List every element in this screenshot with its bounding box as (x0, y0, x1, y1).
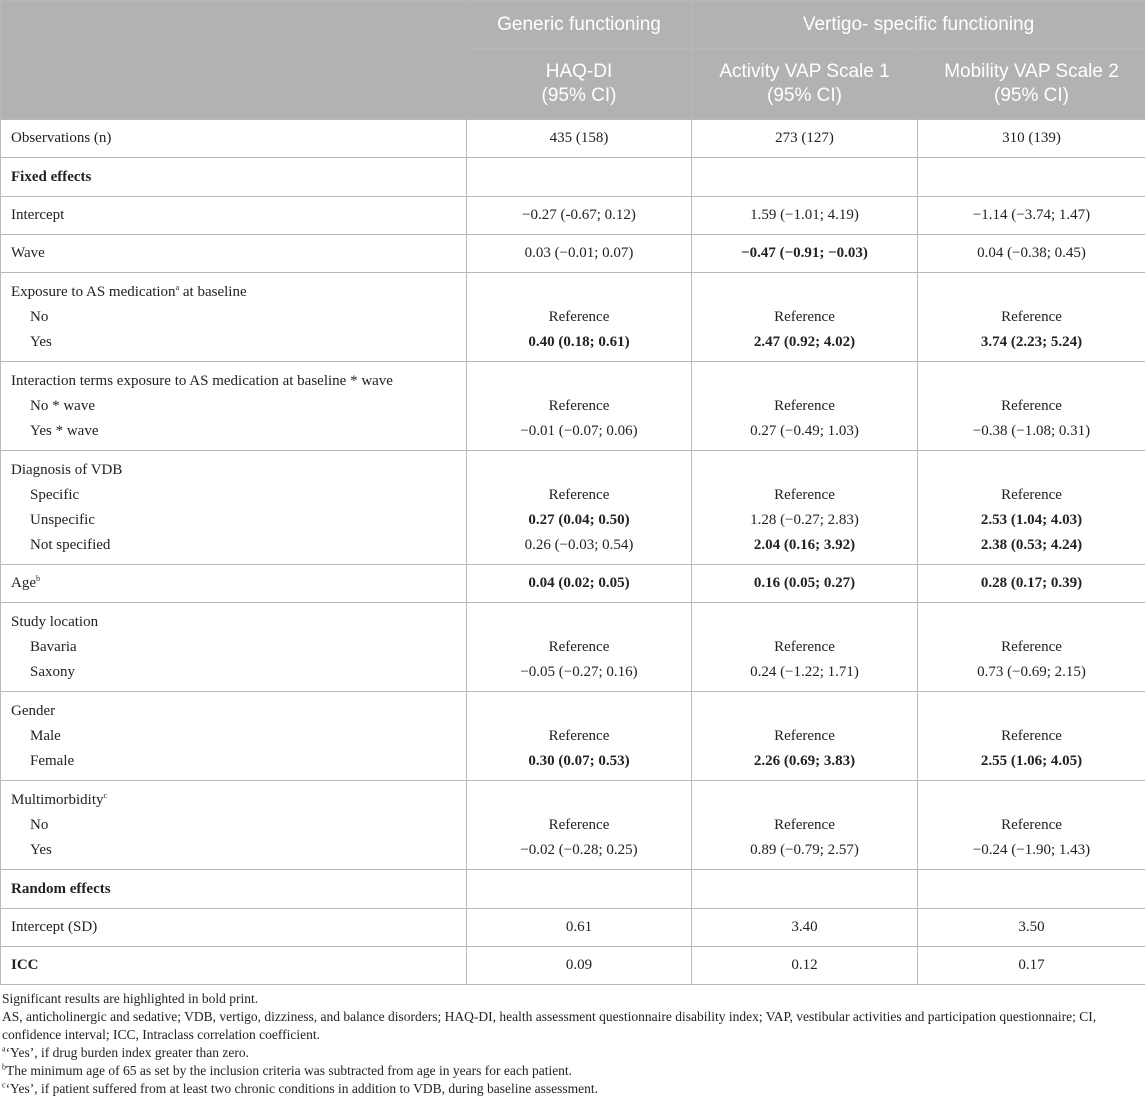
group-label-suffix: at baseline (179, 283, 247, 300)
value-cell (918, 273, 1145, 362)
group-label-text: Study location (11, 613, 99, 630)
sub-row-value: 2.38 (0.53; 4.24) (980, 536, 1083, 553)
sub-row-value: Reference (1001, 308, 1062, 325)
value-text: 273 (127) (775, 130, 834, 146)
value-cell (692, 235, 918, 273)
sub-row-value: 0.27 (0.04; 0.50) (528, 511, 630, 528)
group-label-text: Gender (11, 702, 56, 719)
value-cell (467, 692, 692, 781)
value-cell (918, 909, 1145, 947)
column-ci: (95% CI) (994, 85, 1069, 106)
sub-row-value: −0.02 (−0.28; 0.25) (520, 841, 638, 858)
table-row (1, 692, 1145, 781)
table-row (1, 120, 1145, 158)
sub-row-value: 2.47 (0.92; 4.02) (753, 333, 856, 350)
row-label-cell (1, 781, 467, 870)
table-row (1, 197, 1145, 235)
spacer-line (928, 788, 1135, 813)
row-label-cell (1, 565, 467, 603)
footnote-marker: b (36, 574, 40, 583)
value-cell (692, 603, 918, 692)
sub-row-value: −0.01 (−0.07; 0.06) (520, 422, 638, 439)
row-label-cell (1, 273, 467, 362)
section-label: Fixed effects (11, 168, 92, 185)
row-label-cell (1, 870, 467, 909)
table-row (1, 947, 1145, 985)
value-text: 0.09 (565, 957, 593, 973)
value-cell (918, 692, 1145, 781)
header-group-vertigo: Vertigo- specific functioning (692, 1, 1145, 49)
value-cell (467, 120, 692, 158)
value-text: 435 (158) (549, 130, 609, 146)
group-label (11, 369, 456, 394)
value-cell (467, 235, 692, 273)
sub-row-value: 3.74 (2.23; 5.24) (980, 333, 1083, 350)
footnote-marker: a (175, 282, 180, 292)
value-cell (467, 781, 692, 870)
value-cell (692, 565, 918, 603)
row-label-cell (1, 197, 467, 235)
table-row (1, 565, 1145, 603)
sub-row-value: Reference (1001, 727, 1062, 744)
footnote (2, 1008, 1143, 1044)
sub-row-label: Female (30, 752, 75, 769)
sub-row-label: Not specified (30, 536, 111, 553)
spacer-line (928, 458, 1135, 483)
value-text: 0.12 (791, 957, 818, 973)
value-cell (467, 362, 692, 451)
value-cell (918, 197, 1145, 235)
spacer-line (928, 610, 1135, 635)
spacer-line (702, 280, 907, 305)
footnote-marker: b (2, 1062, 6, 1072)
footnote-marker: a (2, 1044, 6, 1054)
value-text: 310 (139) (1002, 130, 1061, 146)
sub-row-label: Saxony (30, 663, 75, 680)
value-cell (692, 451, 918, 565)
empty-cell (467, 870, 692, 909)
row-label: ICC (11, 957, 39, 973)
footnote (2, 1080, 1143, 1098)
column-header-activity-vap (692, 49, 918, 120)
empty-cell (918, 158, 1145, 197)
spacer-line (928, 699, 1135, 724)
empty-cell (467, 158, 692, 197)
row-label-cell (1, 692, 467, 781)
table-footnotes (0, 985, 1145, 1098)
row-label: Intercept (11, 207, 65, 223)
table-row (1, 451, 1145, 565)
spacer-line (477, 699, 681, 724)
value-text: 0.28 (0.17; 0.39) (980, 575, 1083, 591)
spacer-line (928, 280, 1135, 305)
row-label-cell (1, 235, 467, 273)
sub-row-value: Reference (548, 727, 610, 744)
value-cell (692, 909, 918, 947)
value-cell (918, 451, 1145, 565)
sub-row-value: 0.26 (−0.03; 0.54) (524, 536, 634, 553)
value-cell (467, 451, 692, 565)
header-group-generic: Generic functioning (467, 1, 692, 49)
table-row (1, 362, 1145, 451)
empty-cell (918, 870, 1145, 909)
value-cell (918, 362, 1145, 451)
empty-cell (692, 870, 918, 909)
spacer-line (702, 788, 907, 813)
spacer-line (702, 610, 907, 635)
sub-row-value: Reference (548, 816, 610, 833)
sub-row-value: 0.24 (−1.22; 1.71) (750, 663, 859, 680)
row-label: Wave (11, 245, 45, 261)
table-row (1, 273, 1145, 362)
table-row (1, 781, 1145, 870)
value-cell (692, 120, 918, 158)
section-row (1, 158, 1145, 197)
sub-row-value: −0.05 (−0.27; 0.16) (520, 663, 638, 680)
value-text: 3.40 (791, 919, 818, 935)
value-cell (918, 565, 1145, 603)
sub-row-value: 0.40 (0.18; 0.61) (528, 333, 630, 350)
section-label: Random effects (11, 880, 111, 897)
value-cell (467, 197, 692, 235)
sub-row-value: Reference (1001, 486, 1062, 503)
footnote-text: AS, anticholinergic and sedative; VDB, vertigo, dizziness, and balance disorders; HAQ-DI, health assessment questionnaire disability index; VAP, vestibular activities and participation questionnaire; CI, confidence interval; ICC, Intraclass correlation coefficient. (2, 1009, 1097, 1042)
sub-row-value: Reference (774, 486, 835, 503)
value-cell (692, 781, 918, 870)
spacer-line (477, 458, 681, 483)
table-row (1, 235, 1145, 273)
sub-row-value: Reference (1001, 816, 1062, 833)
value-text: 0.04 (−0.38; 0.45) (977, 245, 1086, 261)
row-label-cell (1, 909, 467, 947)
sub-row-value: −0.24 (−1.90; 1.43) (972, 841, 1091, 858)
group-label (11, 610, 456, 635)
spacer-line (477, 369, 681, 394)
row-label: Observations (n) (11, 130, 112, 146)
sub-row-label: Specific (30, 486, 80, 503)
sub-row-label: Bavaria (30, 638, 77, 655)
sub-row-label: Yes (30, 841, 52, 858)
group-label-text: Exposure to AS medication (11, 283, 176, 300)
sub-row-value: 0.89 (−0.79; 2.57) (750, 841, 859, 858)
section-row (1, 870, 1145, 909)
footnote (2, 990, 1143, 1008)
spacer-line (702, 369, 907, 394)
footnote (2, 1062, 1143, 1080)
sub-row-value: Reference (774, 727, 835, 744)
empty-cell (692, 158, 918, 197)
sub-row-value: Reference (548, 397, 610, 414)
spacer-line (928, 369, 1135, 394)
sub-row-value: Reference (1001, 638, 1062, 655)
value-text: 1.59 (−1.01; 4.19) (750, 207, 859, 223)
column-header-haq-di (467, 49, 692, 120)
sub-row-label: Male (30, 727, 61, 744)
column-name: Activity VAP Scale 1 (719, 61, 890, 82)
row-label: Age (11, 575, 36, 591)
header-empty-cell (1, 1, 467, 120)
sub-row-value: 0.73 (−0.69; 2.15) (977, 663, 1086, 680)
spacer-line (477, 280, 681, 305)
value-cell (467, 273, 692, 362)
group-label (11, 788, 456, 813)
row-label-cell (1, 158, 467, 197)
value-text: −0.47 (−0.91; −0.03) (741, 245, 868, 261)
column-name: HAQ-DI (545, 61, 613, 82)
row-label-cell (1, 120, 467, 158)
value-cell (692, 362, 918, 451)
table-header (1, 1, 1145, 120)
sub-row-label: Yes * wave (30, 422, 99, 439)
value-text: 0.16 (0.05; 0.27) (753, 575, 856, 591)
value-cell (467, 909, 692, 947)
sub-row-label: No (30, 816, 49, 833)
column-ci: (95% CI) (541, 85, 617, 106)
table-row (1, 909, 1145, 947)
footnote (2, 1044, 1143, 1062)
row-label-cell (1, 947, 467, 985)
value-text: 3.50 (1018, 919, 1045, 935)
column-name: Mobility VAP Scale 2 (944, 61, 1119, 82)
sub-row-value: 0.30 (0.07; 0.53) (528, 752, 630, 769)
sub-row-label: No * wave (30, 397, 95, 414)
value-text: −1.14 (−3.74; 1.47) (972, 207, 1091, 223)
group-label-text: Diagnosis of VDB (11, 461, 123, 478)
value-cell (918, 235, 1145, 273)
value-text: −0.27 (-0.67; 0.12) (522, 207, 636, 223)
value-cell (692, 692, 918, 781)
value-cell (692, 273, 918, 362)
sub-row-label: Yes (30, 333, 52, 350)
sub-row-value: 0.27 (−0.49; 1.03) (750, 422, 859, 439)
group-label-text: Multimorbidity (11, 791, 104, 808)
sub-row-value: 2.55 (1.06; 4.05) (980, 752, 1083, 769)
sub-row-value: Reference (548, 638, 610, 655)
value-cell (918, 781, 1145, 870)
sub-row-label: Unspecific (30, 511, 95, 528)
row-label-cell (1, 362, 467, 451)
table-body (1, 120, 1145, 985)
footnote-marker: c (103, 790, 108, 800)
sub-row-value: Reference (774, 816, 835, 833)
sub-row-value: 2.26 (0.69; 3.83) (753, 752, 856, 769)
group-label (11, 699, 456, 724)
sub-row-value: −0.38 (−1.08; 0.31) (972, 422, 1091, 439)
sub-row-value: Reference (548, 308, 610, 325)
sub-row-value: Reference (774, 308, 835, 325)
spacer-line (702, 458, 907, 483)
sub-row-value: 2.04 (0.16; 3.92) (753, 536, 856, 553)
value-cell (692, 947, 918, 985)
row-label: Intercept (SD) (11, 919, 98, 935)
group-label (11, 280, 456, 305)
value-cell (467, 947, 692, 985)
footnote-text: ‘Yes’, if drug burden index greater than zero. (5, 1045, 249, 1060)
sub-row-value: 2.53 (1.04; 4.03) (980, 511, 1083, 528)
value-cell (918, 603, 1145, 692)
footnote-text: The minimum age of 65 as set by the inclusion criteria was subtracted from age in years for each patient. (6, 1063, 573, 1078)
spacer-line (477, 788, 681, 813)
value-text: 0.04 (0.02; 0.05) (528, 575, 630, 591)
row-label-cell (1, 451, 467, 565)
table-row (1, 603, 1145, 692)
value-cell (467, 565, 692, 603)
spacer-line (702, 699, 907, 724)
sub-row-value: Reference (774, 397, 835, 414)
spacer-line (477, 610, 681, 635)
value-text: 0.61 (565, 919, 593, 935)
value-text: 0.03 (−0.01; 0.07) (524, 245, 634, 261)
sub-row-value: Reference (1001, 397, 1062, 414)
value-text: 0.17 (1018, 957, 1045, 973)
group-label (11, 458, 456, 483)
row-label-cell (1, 603, 467, 692)
value-cell (918, 947, 1145, 985)
footnote-text: Significant results are highlighted in bold print. (2, 991, 259, 1006)
value-cell (918, 120, 1145, 158)
value-cell (467, 603, 692, 692)
column-header-mobility-vap (918, 49, 1145, 120)
sub-row-value: Reference (548, 486, 610, 503)
value-cell (692, 197, 918, 235)
footnote-marker: c (2, 1080, 6, 1090)
group-label-text: Interaction terms exposure to AS medication at baseline * wave (11, 372, 393, 389)
column-ci: (95% CI) (767, 85, 842, 106)
sub-row-value: Reference (774, 638, 835, 655)
footnote-text: ‘Yes’, if patient suffered from at least two chronic conditions in addition to VDB, during baseline assessment. (5, 1081, 598, 1096)
sub-row-label: No (30, 308, 49, 325)
sub-row-value: 1.28 (−0.27; 2.83) (750, 511, 859, 528)
